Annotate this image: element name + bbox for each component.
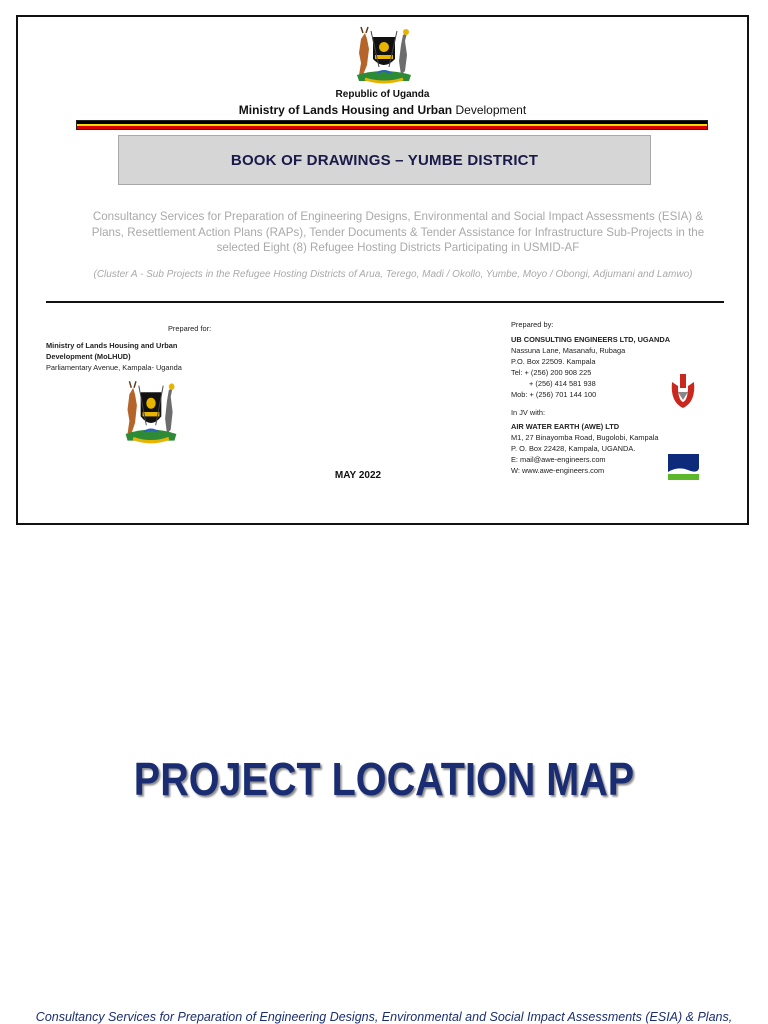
jv-label: In JV with: <box>511 408 546 417</box>
ministry-heading <box>18 103 747 117</box>
prepared-by-tel2: + (256) 414 581 938 <box>529 379 596 388</box>
cluster-description: (Cluster A - Sub Projects in the Refugee Hosting Districts of Arua, Terego, Madi / Okollo, Yumbe, Moyo / Obongi, Adjumani and Lamwo) <box>93 269 693 280</box>
jv-address1: M1, 27 Binayomba Road, Bugolobi, Kampala <box>511 433 659 442</box>
cover-page-frame <box>16 15 749 525</box>
prepared-by-company: UB CONSULTING ENGINEERS LTD, UGANDA <box>511 335 671 344</box>
prepared-for-org-line1: Ministry of Lands Housing and Urban <box>46 341 178 350</box>
coat-of-arms-icon <box>351 25 417 85</box>
coat-of-arms-small-icon <box>120 379 182 445</box>
prepared-by-address2: P.O. Box 22509. Kampala <box>511 357 596 366</box>
republic-label: Republic of Uganda <box>335 89 430 100</box>
ministry-heading-rest: Development <box>452 103 527 117</box>
divider-line <box>46 301 724 303</box>
flag-stripe-red <box>77 126 707 129</box>
prepared-by-tel1: Tel: + (256) 200 908 225 <box>511 368 592 377</box>
prepared-for-block <box>46 340 236 373</box>
page-title: PROJECT LOCATION MAP <box>133 753 635 805</box>
jv-web: W: www.awe-engineers.com <box>511 466 605 475</box>
prepared-by-label: Prepared by: <box>511 320 554 329</box>
consultancy-description: Consultancy Services for Preparation of Engineering Designs, Environmental and Social Impact Assessments (ESIA) & Plans, Resettlement Action Plans (RAPs), Tender Documents & Tender Assistance for Infrastructure Sub-Projects in the selected Eight (8) Refugee Hosting Districts Participating in USMID-AF <box>91 210 705 254</box>
uganda-flag-stripe <box>76 120 708 130</box>
prepared-by-address1: Nassuna Lane, Masanafu, Rubaga <box>511 346 626 355</box>
report-date: MAY 2022 <box>334 470 382 481</box>
jv-address2: P. O. Box 22428, Kampala, UGANDA. <box>511 444 636 453</box>
prepared-by-mob: Mob: + (256) 701 144 100 <box>511 390 597 399</box>
jv-company: AIR WATER EARTH (AWE) LTD <box>511 422 620 431</box>
prepared-for-org-line2: Development (MoLHUD) <box>46 352 131 361</box>
awe-logo-icon <box>668 454 699 480</box>
prepared-for-label: Prepared for: <box>168 324 212 333</box>
jv-email: E: mail@awe-engineers.com <box>511 455 606 464</box>
ministry-heading-bold: Ministry of Lands Housing and Urban <box>238 103 453 117</box>
ub-consulting-logo-icon <box>666 372 700 415</box>
footer-text: Consultancy Services for Preparation of Engineering Designs, Environmental and Social Impact Assessments (ESIA) & Plans, <box>35 1010 733 1024</box>
book-title-banner: BOOK OF DRAWINGS – YUMBE DISTRICT <box>118 135 651 185</box>
prepared-for-address: Parliamentary Avenue, Kampala- Uganda <box>46 363 182 372</box>
